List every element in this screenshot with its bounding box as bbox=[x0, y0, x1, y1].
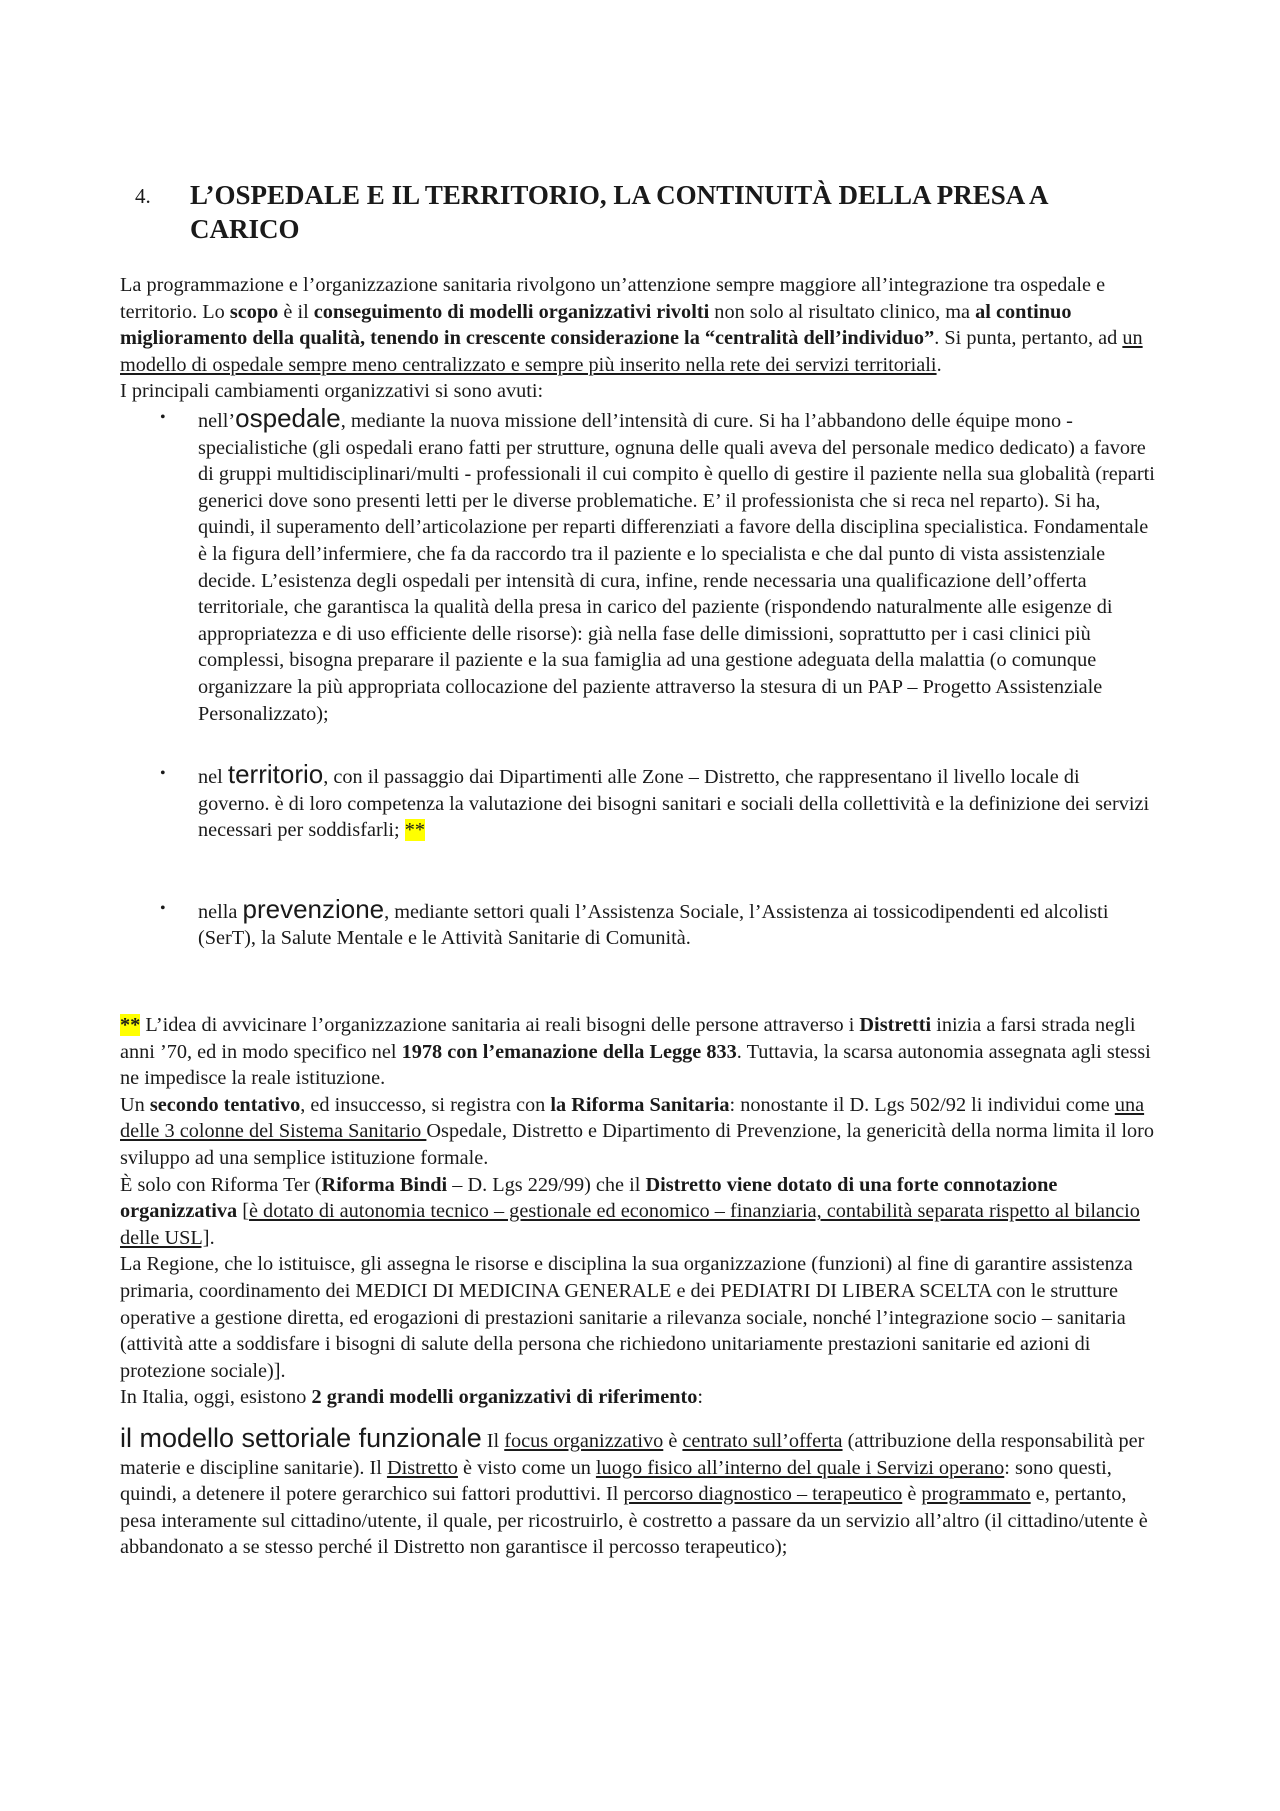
underlined-text: un modello di ospedale sempre meno centralizzato e sempre più inserito nella rete dei servizi territoriali bbox=[120, 327, 1143, 376]
text: . Si punta, pertanto, ad bbox=[934, 327, 1123, 350]
text: , con il passaggio dai Dipartimenti alle Zone – Distretto, che rappresentano il livello locale di governo. è di loro competenza la valutazione dei bisogni sanitari e sociali della collettività e la definizione dei servizi necessari per soddisfarli; bbox=[198, 766, 1150, 842]
text: È solo con Riforma Ter ( bbox=[120, 1173, 322, 1196]
bullet-icon: • bbox=[160, 408, 166, 426]
text: nell’ bbox=[198, 409, 236, 432]
text: è visto come un bbox=[457, 1456, 596, 1479]
underlined-text: programmato bbox=[921, 1483, 1031, 1506]
text: L’idea di avvicinare l’organizzazione sanitaria ai reali bisogni delle persone attraverso i bbox=[140, 1014, 860, 1037]
text: , ed insuccesso, si registra con bbox=[300, 1093, 551, 1116]
keyword-prevenzione: prevenzione bbox=[242, 893, 385, 924]
highlight-mark: ** bbox=[404, 819, 425, 842]
model-title: il modello settoriale funzionale bbox=[120, 1422, 482, 1453]
text: : bbox=[697, 1386, 704, 1409]
text: Ospedale, Distretto e Dipartimento di Prevenzione, la genericità della norma limita il loro sviluppo ad una semplice istituzione formale. bbox=[120, 1120, 1155, 1170]
text: non solo al risultato clinico, ma bbox=[709, 300, 976, 323]
riforma-ter-paragraph bbox=[120, 1172, 1155, 1252]
text: : sono questi, quindi, a detenere il potere gerarchico sui fattori produttivi. Il bbox=[120, 1456, 1112, 1506]
text: . Tuttavia, la scarsa autonomia assegnata agli stessi ne impedisce la reale istituzione. bbox=[120, 1040, 1151, 1090]
keyword-ospedale: ospedale bbox=[235, 402, 341, 433]
text: è il bbox=[278, 300, 314, 323]
underlined-text: una delle 3 colonne del Sistema Sanitario bbox=[120, 1093, 1145, 1143]
spacer bbox=[120, 952, 1155, 1012]
list-item-territorio bbox=[120, 761, 1155, 844]
intro-paragraph bbox=[120, 272, 1155, 378]
section-title: L’OSPEDALE E IL TERRITORIO, LA CONTINUITÀ DELLA PRESA A CARICO bbox=[190, 180, 1048, 244]
bold-text: secondo tentativo bbox=[149, 1093, 301, 1116]
text: . bbox=[936, 353, 942, 376]
bold-text: scopo bbox=[229, 300, 279, 323]
highlight-mark: ** bbox=[120, 1014, 141, 1037]
bold-text: 2 grandi modelli organizzativi di riferimento bbox=[311, 1386, 698, 1409]
text: inizia a farsi strada negli anni ’70, ed in modo specifico nel bbox=[120, 1014, 1136, 1063]
list-item-prevenzione bbox=[120, 893, 1155, 952]
text: , mediante la nuova missione dell’intensità di cure. Si ha l’abbandono delle équipe mono - specialistiche (gli ospedali erano fatti per strutture, ognuna delle quali aveva del personale medico dedicato) a favore di gruppi multidisciplinari/multi - professionali il cui compito è quello di gestire il paziente nella sua globalità (reparti generici dove sono presenti letti per le diverse problematiche. E’ il professionista che si reca nel reparto). Si ha, quindi, il superamento dell’articolazione per reparti differenziati a favore della disciplina specialistica. Fondamentale è la figura dell’infermiere, che fa da raccordo tra il paziente e lo specialista e che dal punto di vista assistenziale decide. L’esistenza degli ospedali per intensità di cura, infine, rende necessaria una qualificazione dell’offerta territoriale, che garantisca la qualità della presa in carico del paziente (rispondendo naturalmente alle esigenze di appropriatezza e di uso efficiente delle risorse): già nella fase delle dimissioni, soprattutto per i casi clinici più complessi, bisogna preparare il paziente e la sua famiglia ad una gestione adeguata della malattia (o comunque organizzare la più appropriata collocazione del paziente attraverso la stesura di un PAP – Progetto Assistenziale Personalizzato); bbox=[198, 409, 1155, 725]
spacer bbox=[120, 844, 1155, 896]
text: (attribuzione della responsabilità per materie e discipline sanitarie). Il bbox=[120, 1429, 1145, 1479]
document-body bbox=[120, 272, 1155, 1561]
bold-text: Distretto viene dotato di una forte connotazione organizzativa bbox=[120, 1173, 1058, 1223]
region-paragraph: La Regione, che lo istituisce, gli assegna le risorse e disciplina la sua organizzazione (funzioni) al fine di garantire assistenza primaria, coordinamento dei MEDICI DI MEDICINA GENERALE e dei PEDIATRI DI LIBERA SCELTA con le strutture operative a gestione diretta, ed erogazioni di prestazioni sanitarie a rilevanza sociale, nonché l’integrazione socio – sanitaria (attività atte a soddisfare i bisogni di salute della persona che richiedono unitariamente prestazioni sanitarie ed azioni di protezione sociale)]. bbox=[120, 1253, 1133, 1382]
text: è bbox=[902, 1483, 922, 1506]
bullet-icon: • bbox=[160, 765, 166, 783]
list-item-ospedale bbox=[120, 402, 1155, 727]
underlined-text: centrato sull’offerta bbox=[682, 1429, 843, 1452]
second-attempt-paragraph bbox=[120, 1092, 1155, 1172]
bold-text: conseguimento di modelli organizzativi rivolti bbox=[313, 300, 710, 323]
text: La programmazione e l’organizzazione sanitaria rivolgono un’attenzione sempre maggiore all’integrazione tra ospedale e territorio. Lo bbox=[120, 274, 1106, 323]
underlined-text: è dotato di autonomia tecnico – gestionale ed economico – finanziaria, contabilità separata rispetto al bilancio delle USL] bbox=[120, 1200, 1140, 1249]
text: , mediante settori quali l’Assistenza Sociale, l’Assistenza ai tossicodipendenti ed alcolisti (SerT), la Salute Mentale e le Attività Sanitarie di Comunità. bbox=[198, 900, 1109, 950]
text: Un bbox=[120, 1093, 150, 1116]
section-heading bbox=[120, 178, 1160, 246]
text: In Italia, oggi, esistono bbox=[120, 1386, 312, 1409]
bold-text: al continuo miglioramento della qualità, tenendo in crescente considerazione la “centralità dell’individuo” bbox=[120, 300, 1072, 350]
spacer bbox=[120, 727, 1155, 761]
text: [ bbox=[237, 1200, 249, 1223]
text: è bbox=[663, 1429, 683, 1452]
changes-intro: I principali cambiamenti organizzativi si sono avuti: bbox=[120, 380, 544, 403]
text: – D. Lgs 229/99) che il bbox=[447, 1173, 646, 1196]
bold-text: la Riforma Sanitaria bbox=[550, 1093, 730, 1116]
text: nel bbox=[198, 766, 228, 789]
models-paragraph bbox=[120, 1384, 1155, 1411]
note-paragraph bbox=[120, 1012, 1155, 1092]
keyword-territorio: territorio bbox=[227, 759, 324, 790]
text: e, pertanto, pesa interamente sul cittadino/utente, il quale, per ricostruirlo, è costretto a passare da un servizio all’altro (il cittadino/utente è abbandonato a se stesso perché il Distretto non garantisce il percosso terapeutico); bbox=[120, 1483, 1148, 1559]
underlined-text: luogo fisico all’interno del quale i Servizi operano bbox=[595, 1456, 1005, 1479]
text: : nonostante il D. Lgs 502/92 li individui come bbox=[729, 1093, 1115, 1116]
text: nella bbox=[198, 900, 243, 923]
bold-text: Distretti bbox=[859, 1014, 932, 1037]
settoriale-paragraph bbox=[120, 1422, 1155, 1561]
bold-text: 1978 con l’emanazione della Legge 833 bbox=[401, 1040, 737, 1063]
text: . bbox=[209, 1226, 215, 1249]
underlined-text: focus organizzativo bbox=[504, 1429, 664, 1452]
text: Il bbox=[481, 1429, 505, 1452]
underlined-text: Distretto bbox=[386, 1456, 458, 1479]
underlined-text: percorso diagnostico – terapeutico bbox=[623, 1483, 903, 1506]
bullet-icon: • bbox=[160, 899, 166, 917]
changes-list bbox=[120, 402, 1155, 952]
bold-text: Riforma Bindi bbox=[321, 1173, 448, 1196]
section-number: 4. bbox=[135, 184, 151, 208]
